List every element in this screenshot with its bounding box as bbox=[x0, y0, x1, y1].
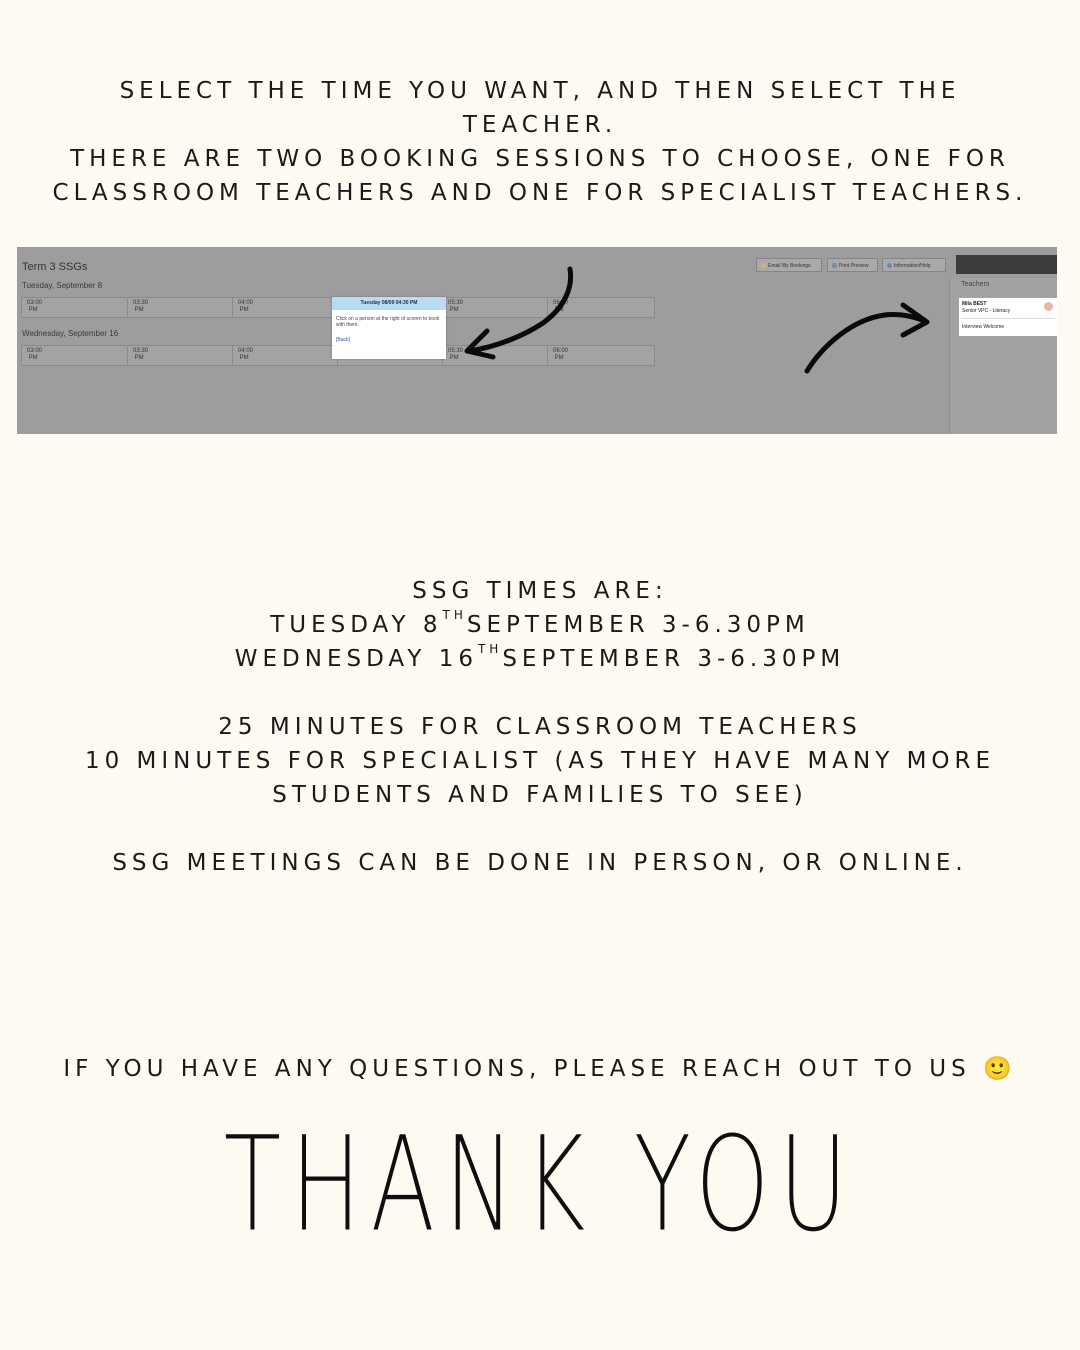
info-icon bbox=[887, 263, 892, 268]
popup-back-link[interactable]: [Back] bbox=[336, 337, 350, 343]
intro-line-select: SELECT THE TIME YOU WANT, AND THEN SELECT THE TEACHER. bbox=[119, 78, 961, 138]
ssg-times-section bbox=[40, 574, 1040, 880]
thank-you-heading: THANK YOU bbox=[223, 1108, 857, 1262]
time-slot[interactable]: 04:00 PM bbox=[232, 298, 336, 317]
specialist-duration: 10 MINUTES FOR SPECIALIST (AS THEY HAVE MANY MORE STUDENTS AND FAMILIES TO SEE) bbox=[84, 748, 996, 808]
time-slot[interactable]: 03:30 PM bbox=[127, 346, 231, 365]
teachers-heading: Teachers bbox=[961, 281, 990, 288]
classroom-duration: 25 MINUTES FOR CLASSROOM TEACHERS bbox=[218, 714, 862, 740]
information-help-button[interactable]: Information/Help bbox=[882, 258, 946, 272]
screenshot-title: Term 3 SSGs bbox=[22, 261, 88, 273]
intro-text bbox=[40, 74, 1040, 210]
time-slot[interactable]: 04:00 PM bbox=[232, 346, 336, 365]
teacher-status: Interview Welcome bbox=[962, 324, 1005, 330]
time-slot[interactable]: 05:30 PM bbox=[442, 346, 546, 365]
popup-instructions: Click on a person at the right of screen to book with them. bbox=[336, 316, 440, 328]
tuesday-session: TUESDAY 8THSEPTEMBER 3-6.30PM bbox=[270, 608, 810, 638]
printer-icon bbox=[832, 263, 837, 268]
wednesday-session: WEDNESDAY 16THSEPTEMBER 3-6.30PM bbox=[234, 642, 846, 672]
arrow-to-teacher-icon bbox=[803, 297, 933, 377]
teacher-role: Senior VPC - Literacy bbox=[962, 308, 1011, 314]
print-preview-button[interactable]: Print Preview bbox=[827, 258, 878, 272]
teachers-sidebar bbox=[949, 278, 1057, 434]
day2-label: Wednesday, September 16 bbox=[22, 329, 119, 338]
arrow-to-popup-icon bbox=[457, 265, 587, 360]
teacher-name: Mila BEST bbox=[962, 301, 987, 307]
meetings-note: SSG MEETINGS CAN BE DONE IN PERSON, OR ONLINE. bbox=[112, 850, 968, 876]
email-bookings-button[interactable]: Email My Bookings bbox=[756, 258, 822, 272]
header-bar bbox=[956, 255, 1057, 274]
divider bbox=[961, 318, 1055, 319]
envelope-icon bbox=[761, 263, 766, 268]
booking-screenshot bbox=[17, 247, 1057, 434]
teacher-card[interactable] bbox=[959, 298, 1057, 336]
intro-line-sessions: THERE ARE TWO BOOKING SESSIONS TO CHOOSE, ONE FOR CLASSROOM TEACHERS AND ONE FOR SPECIALIST TEACHERS. bbox=[52, 146, 1028, 206]
time-slot[interactable]: 03:30 PM bbox=[127, 298, 231, 317]
time-slot[interactable]: 06:00 PM bbox=[547, 346, 651, 365]
time-slot[interactable]: 06:00 PM bbox=[547, 298, 651, 317]
time-slot[interactable]: 05:30 PM bbox=[442, 298, 546, 317]
times-heading: SSG TIMES ARE: bbox=[412, 578, 668, 604]
popup-header: Tuesday 08/09 04:30 PM bbox=[332, 297, 446, 310]
teacher-avatar bbox=[1044, 302, 1053, 311]
questions-note: IF YOU HAVE ANY QUESTIONS, PLEASE REACH OUT TO US 🙂 bbox=[63, 1056, 1017, 1082]
booking-popup bbox=[332, 297, 446, 359]
time-slot[interactable]: 03:00 PM bbox=[27, 300, 43, 313]
time-slot[interactable]: 03:00 PM bbox=[27, 348, 43, 361]
day1-label: Tuesday, September 8 bbox=[22, 281, 103, 290]
